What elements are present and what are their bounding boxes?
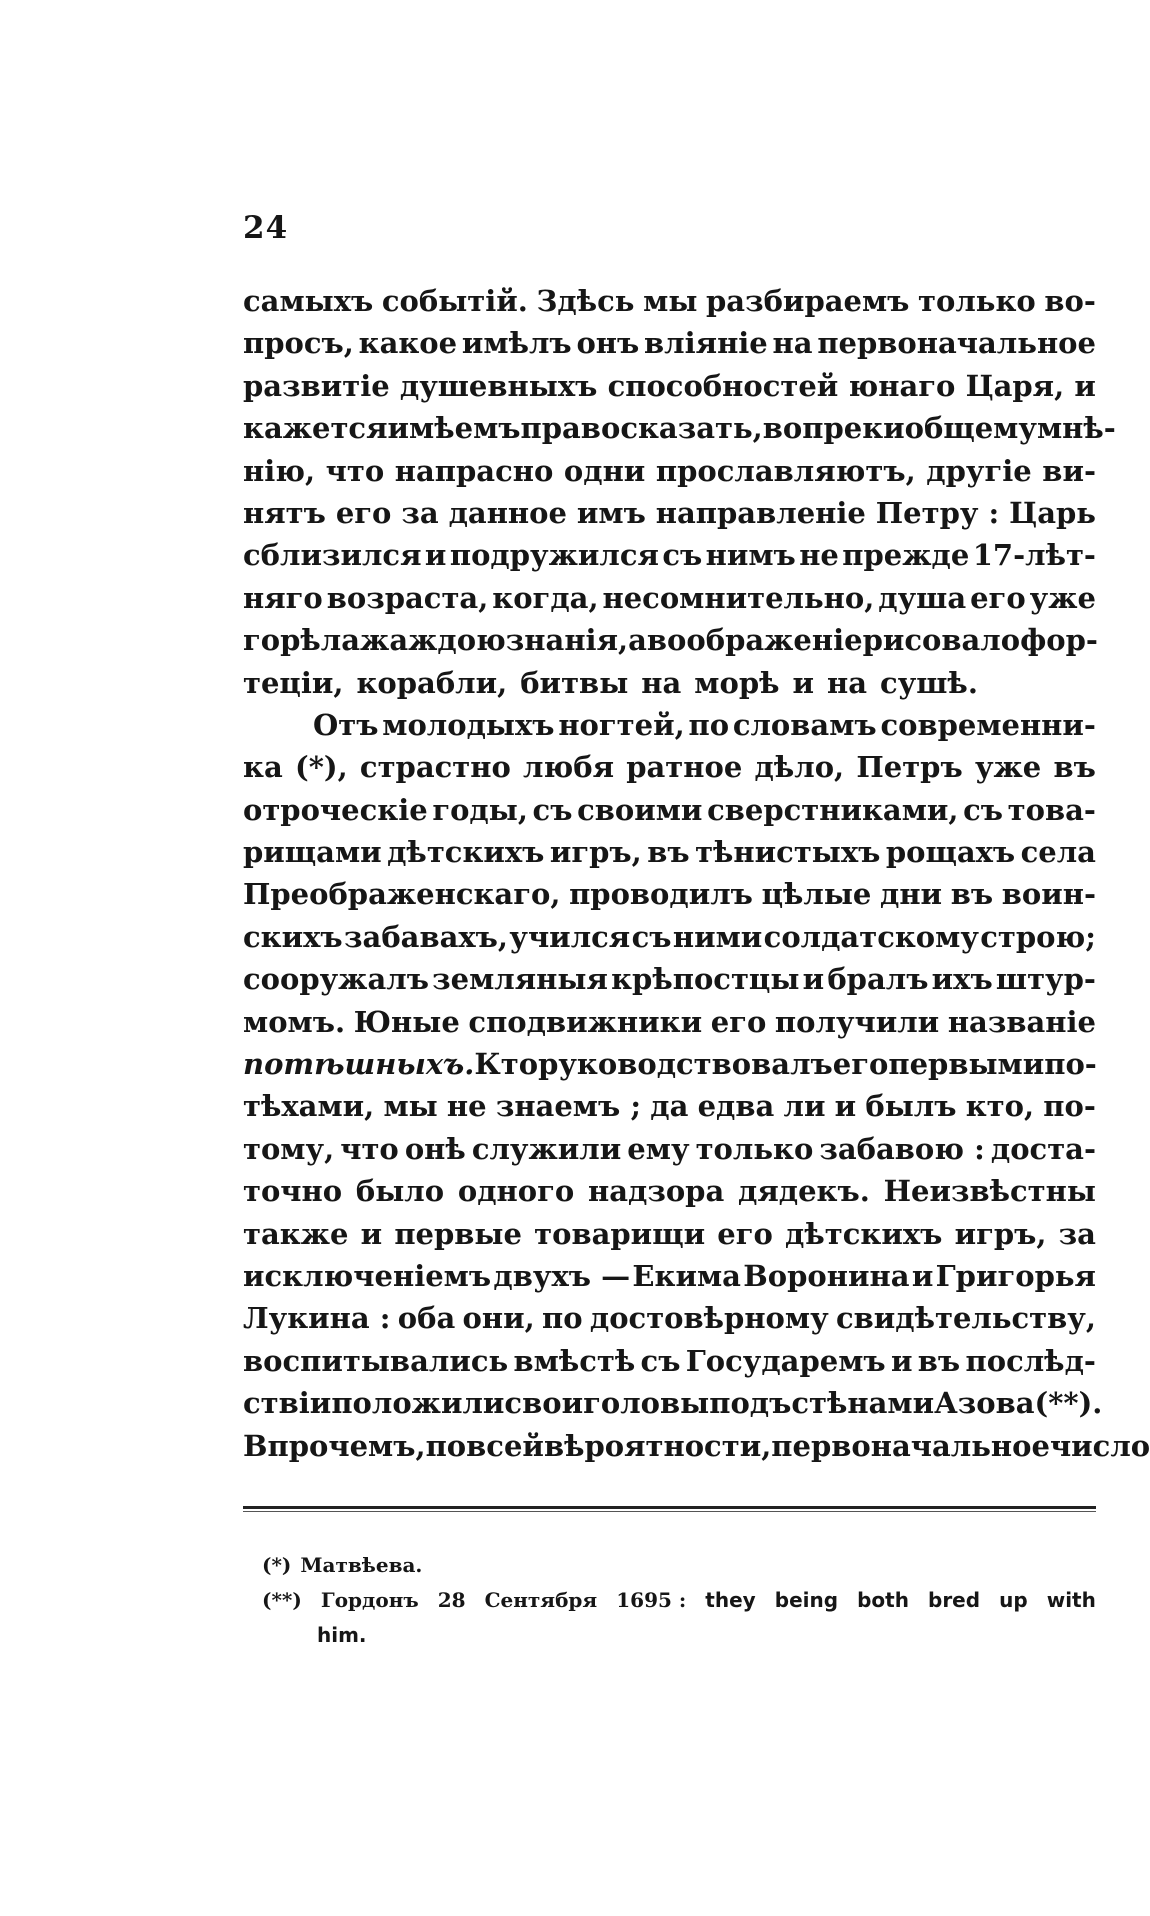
text-line bbox=[243, 619, 1096, 661]
footnote-word: Сентября bbox=[484, 1588, 598, 1612]
word: ему bbox=[627, 1131, 690, 1166]
word: Петру : bbox=[875, 495, 1000, 530]
word: любя bbox=[523, 750, 614, 785]
word: Азова bbox=[934, 1386, 1035, 1421]
word: кажется bbox=[243, 411, 388, 446]
word: по bbox=[688, 707, 730, 742]
word: нимъ bbox=[705, 538, 796, 573]
word: съ bbox=[532, 792, 573, 827]
text-line bbox=[243, 789, 1096, 831]
word: первыми bbox=[888, 1047, 1045, 1082]
word: имѣлъ bbox=[461, 326, 572, 361]
word: ихъ bbox=[931, 962, 993, 997]
word: морѣ bbox=[694, 665, 780, 700]
word: во- bbox=[1044, 284, 1096, 318]
word: строю; bbox=[980, 919, 1096, 954]
word: своими bbox=[577, 792, 703, 827]
footnote-divider bbox=[243, 1506, 1096, 1512]
word: (*), bbox=[294, 750, 348, 785]
word: съ bbox=[963, 792, 1004, 827]
word: вмѣстѣ bbox=[513, 1343, 636, 1378]
word: игръ, bbox=[549, 835, 642, 870]
footnote-word: bred bbox=[928, 1588, 981, 1612]
word: товарищи bbox=[534, 1216, 706, 1251]
word: и bbox=[792, 665, 815, 700]
footnote-word: 28 bbox=[437, 1588, 466, 1612]
word: доста- bbox=[990, 1131, 1096, 1166]
word: рисовало bbox=[862, 623, 1021, 658]
word: душевныхъ bbox=[399, 368, 598, 403]
word: другіе bbox=[926, 453, 1032, 488]
text-line bbox=[243, 831, 1096, 873]
word: сказать, bbox=[620, 411, 763, 446]
footnote-word: Гордонъ bbox=[320, 1588, 419, 1612]
word: забавою : bbox=[819, 1131, 985, 1166]
word: солдатскому bbox=[763, 919, 979, 954]
word: теціи, bbox=[243, 665, 344, 700]
text-line bbox=[243, 1382, 1103, 1424]
word: знаемъ ; bbox=[495, 1089, 642, 1124]
word: крѣпостцы bbox=[611, 962, 800, 997]
word: Юные bbox=[353, 1004, 460, 1039]
word: когда, bbox=[492, 580, 599, 615]
word: разбираемъ bbox=[706, 284, 910, 318]
word: по bbox=[425, 1428, 467, 1463]
word: дѣтскихъ bbox=[785, 1216, 943, 1251]
word: сушѣ. bbox=[880, 665, 978, 700]
word: уже bbox=[974, 750, 1042, 785]
word: села bbox=[1020, 835, 1096, 870]
word: нію, bbox=[243, 453, 316, 488]
word: а bbox=[628, 623, 647, 658]
text-line bbox=[243, 1043, 1096, 1085]
word: вѣроятности, bbox=[543, 1428, 772, 1463]
word: Царя, bbox=[965, 368, 1065, 403]
word: свидѣтельству, bbox=[835, 1301, 1096, 1336]
word: не bbox=[446, 1089, 487, 1124]
word: и bbox=[911, 1258, 934, 1293]
word: учился bbox=[509, 919, 631, 954]
text-line bbox=[243, 873, 1096, 915]
word: рощахъ bbox=[885, 835, 1016, 870]
text-line bbox=[243, 1255, 1096, 1297]
word: былъ bbox=[865, 1089, 957, 1124]
text-line bbox=[243, 1340, 1096, 1382]
text-line bbox=[243, 916, 1096, 958]
word: на bbox=[641, 665, 682, 700]
word: что bbox=[325, 453, 385, 488]
word: одного bbox=[457, 1174, 575, 1209]
word: его bbox=[832, 1047, 889, 1082]
word: Екима bbox=[632, 1258, 741, 1293]
word: проводилъ bbox=[569, 877, 753, 912]
word: только bbox=[695, 1131, 814, 1166]
word: они, bbox=[462, 1301, 535, 1336]
word: дѣло, bbox=[754, 750, 845, 785]
word: первоначальное bbox=[771, 1428, 1050, 1463]
word: штур- bbox=[995, 962, 1096, 997]
word: мы bbox=[383, 1089, 438, 1124]
word: способностей bbox=[607, 368, 839, 403]
word: воображеніе bbox=[646, 623, 863, 658]
footnote-word: him. bbox=[317, 1623, 367, 1647]
word: стѣнами bbox=[791, 1386, 935, 1421]
word: вліяніе bbox=[644, 326, 768, 361]
text-line bbox=[243, 1213, 1096, 1255]
word: дни bbox=[879, 877, 943, 912]
word: возраста, bbox=[326, 580, 489, 615]
word: страстно bbox=[359, 750, 511, 785]
word: подружился bbox=[449, 538, 659, 573]
word: его bbox=[970, 580, 1026, 615]
word: оба bbox=[397, 1301, 456, 1336]
word: по- bbox=[1044, 1047, 1097, 1082]
word: игръ, bbox=[954, 1216, 1047, 1251]
word: съ bbox=[640, 1343, 681, 1378]
word: не bbox=[799, 538, 839, 573]
word: това- bbox=[1007, 792, 1096, 827]
word: бралъ bbox=[827, 962, 929, 997]
word: только bbox=[918, 284, 1036, 318]
word: воспитывались bbox=[243, 1343, 509, 1378]
word: и bbox=[802, 962, 825, 997]
word: данное bbox=[448, 495, 567, 530]
word: одни bbox=[563, 453, 646, 488]
word: няго bbox=[243, 580, 323, 615]
word: потѣшныхъ. bbox=[243, 1047, 475, 1082]
word: по- bbox=[1043, 1089, 1096, 1124]
footnote-word: both bbox=[857, 1588, 909, 1612]
text-line bbox=[243, 1170, 1096, 1212]
word: корабли, bbox=[356, 665, 508, 700]
footnote-word: (*) bbox=[262, 1553, 292, 1577]
word: и bbox=[360, 1216, 383, 1251]
word: и bbox=[890, 1343, 913, 1378]
word: знанія, bbox=[505, 623, 629, 658]
word: въ bbox=[647, 835, 690, 870]
text-line bbox=[243, 365, 1096, 407]
word: Государемъ bbox=[685, 1343, 886, 1378]
word: ли bbox=[783, 1089, 826, 1124]
word: самыхъ bbox=[243, 284, 374, 318]
word: съ bbox=[631, 919, 672, 954]
word: онъ bbox=[576, 326, 640, 361]
word: двухъ — bbox=[493, 1258, 631, 1293]
word: что bbox=[340, 1131, 399, 1166]
text-line bbox=[243, 577, 1096, 619]
word: получили bbox=[774, 1004, 940, 1039]
word: точно bbox=[243, 1174, 343, 1209]
word: Преображенскаго, bbox=[243, 877, 561, 912]
text-line bbox=[243, 450, 1096, 492]
word: 17-лѣт- bbox=[972, 538, 1096, 573]
footnotes bbox=[262, 1548, 1096, 1653]
word: также bbox=[243, 1216, 349, 1251]
text-line bbox=[243, 1001, 1096, 1043]
word: молодыхъ bbox=[382, 707, 555, 742]
word: сооружалъ bbox=[243, 962, 429, 997]
word: имѣемъ bbox=[387, 411, 521, 446]
word: Петръ bbox=[856, 750, 963, 785]
word: едва bbox=[697, 1089, 775, 1124]
word: Неизвѣстны bbox=[883, 1174, 1096, 1209]
word: его bbox=[717, 1216, 773, 1251]
footnote-word: Матвѣева. bbox=[300, 1553, 423, 1577]
word: по bbox=[542, 1301, 583, 1336]
word: ка bbox=[243, 750, 283, 785]
text-line bbox=[243, 280, 1096, 322]
word: горѣла bbox=[243, 623, 361, 658]
word: Кто bbox=[474, 1047, 539, 1082]
text-line bbox=[243, 958, 1096, 1000]
word: Здѣсь bbox=[536, 284, 635, 318]
word: онѣ bbox=[404, 1131, 466, 1166]
word: земляныя bbox=[432, 962, 608, 997]
word: за bbox=[1058, 1216, 1096, 1251]
text-line bbox=[243, 1085, 1096, 1127]
word: вопреки bbox=[762, 411, 905, 446]
word: дѣтскихъ bbox=[387, 835, 545, 870]
word: и bbox=[424, 538, 447, 573]
word: цѣлые bbox=[761, 877, 872, 912]
text-line bbox=[243, 407, 1116, 449]
word: исключеніемъ bbox=[243, 1258, 492, 1293]
word: Лукина : bbox=[243, 1301, 391, 1336]
footnote-line bbox=[262, 1583, 1096, 1618]
footnote-word: they bbox=[705, 1588, 756, 1612]
word: забавахъ, bbox=[344, 919, 509, 954]
word: битвы bbox=[520, 665, 629, 700]
word: тому, bbox=[243, 1131, 335, 1166]
word: положили bbox=[331, 1386, 505, 1421]
word: Григорья bbox=[935, 1258, 1096, 1293]
word: прославляютъ, bbox=[655, 453, 916, 488]
word: современни- bbox=[880, 707, 1096, 742]
word: тѣнистыхъ bbox=[695, 835, 881, 870]
word: кто, bbox=[965, 1089, 1035, 1124]
word: ви- bbox=[1042, 453, 1096, 488]
word: мы bbox=[643, 284, 698, 318]
word: скихъ bbox=[243, 919, 343, 954]
word: жаждою bbox=[360, 623, 506, 658]
word: въ bbox=[917, 1343, 961, 1378]
word: имъ bbox=[576, 495, 646, 530]
word: общему bbox=[904, 411, 1037, 446]
word: руководствовалъ bbox=[538, 1047, 833, 1082]
word: тѣхами, bbox=[243, 1089, 375, 1124]
text-line bbox=[243, 322, 1096, 364]
word: свои bbox=[504, 1386, 584, 1421]
word: сблизился bbox=[243, 538, 422, 573]
footnote-word: up bbox=[999, 1588, 1028, 1612]
word: годы, bbox=[432, 792, 528, 827]
word: въ bbox=[950, 877, 994, 912]
word: событій. bbox=[381, 284, 528, 318]
word: словамъ bbox=[732, 707, 877, 742]
word: дядекъ. bbox=[738, 1174, 870, 1209]
text-line bbox=[243, 492, 1096, 534]
word: напрасно bbox=[394, 453, 554, 488]
text-line bbox=[243, 534, 1096, 576]
word: сверстниками, bbox=[707, 792, 959, 827]
word: число bbox=[1049, 1428, 1150, 1463]
text-line bbox=[243, 1425, 1150, 1467]
word: ногтей, bbox=[558, 707, 685, 742]
word: съ bbox=[662, 538, 703, 573]
word: Воронина bbox=[743, 1258, 910, 1293]
word: несомнительно, bbox=[602, 580, 875, 615]
word: какое bbox=[358, 326, 458, 361]
word: развитіе bbox=[243, 368, 390, 403]
word: Царь bbox=[1009, 495, 1096, 530]
word: первые bbox=[394, 1216, 522, 1251]
word: и bbox=[834, 1089, 857, 1124]
text-line bbox=[243, 1297, 1096, 1339]
word: на bbox=[772, 326, 813, 361]
footnote-word: 1695 : bbox=[616, 1588, 687, 1612]
word: право bbox=[520, 411, 621, 446]
word: надзора bbox=[587, 1174, 725, 1209]
word: отроческіе bbox=[243, 792, 428, 827]
word: уже bbox=[1029, 580, 1096, 615]
footnote-line bbox=[262, 1618, 1096, 1653]
word: Впрочемъ, bbox=[243, 1428, 426, 1463]
word: ствіи bbox=[243, 1386, 332, 1421]
word: подъ bbox=[709, 1386, 792, 1421]
word: головы bbox=[583, 1386, 710, 1421]
word: въ bbox=[1053, 750, 1096, 785]
word: нятъ bbox=[243, 495, 326, 530]
word: да bbox=[650, 1089, 689, 1124]
footnote-word: with bbox=[1046, 1588, 1096, 1612]
body-text bbox=[243, 280, 1150, 1467]
word: просъ, bbox=[243, 326, 354, 361]
word: юнаго bbox=[848, 368, 956, 403]
word: Отъ bbox=[313, 707, 379, 742]
word: момъ. bbox=[243, 1004, 346, 1039]
word: послѣд- bbox=[965, 1343, 1096, 1378]
word: душа bbox=[878, 580, 967, 615]
word: его bbox=[335, 495, 392, 530]
word: первоначальное bbox=[817, 326, 1096, 361]
page-number: 24 bbox=[243, 210, 289, 246]
word: фор- bbox=[1020, 623, 1098, 658]
word: направленіе bbox=[655, 495, 866, 530]
footnote-word: (**) bbox=[262, 1588, 302, 1612]
word: его bbox=[710, 1004, 767, 1039]
text-line bbox=[243, 662, 1096, 704]
text-line bbox=[243, 704, 1096, 746]
word: достовѣрному bbox=[589, 1301, 829, 1336]
word: названіе bbox=[947, 1004, 1096, 1039]
word: воин- bbox=[1001, 877, 1096, 912]
text-line bbox=[243, 746, 1096, 788]
word: рищами bbox=[243, 835, 382, 870]
footnote-line bbox=[262, 1548, 1096, 1583]
text-line bbox=[243, 1128, 1096, 1170]
word: было bbox=[355, 1174, 445, 1209]
word: мнѣ- bbox=[1036, 411, 1116, 446]
word: сподвижники bbox=[468, 1004, 703, 1039]
word: ратное bbox=[626, 750, 743, 785]
word: на bbox=[827, 665, 868, 700]
word: всей bbox=[466, 1428, 544, 1463]
word: за bbox=[401, 495, 439, 530]
word: служили bbox=[471, 1131, 622, 1166]
word: ними bbox=[672, 919, 763, 954]
word: (**). bbox=[1034, 1386, 1103, 1421]
word: прежде bbox=[842, 538, 970, 573]
footnote-word: being bbox=[774, 1588, 839, 1612]
word: и bbox=[1074, 368, 1096, 403]
